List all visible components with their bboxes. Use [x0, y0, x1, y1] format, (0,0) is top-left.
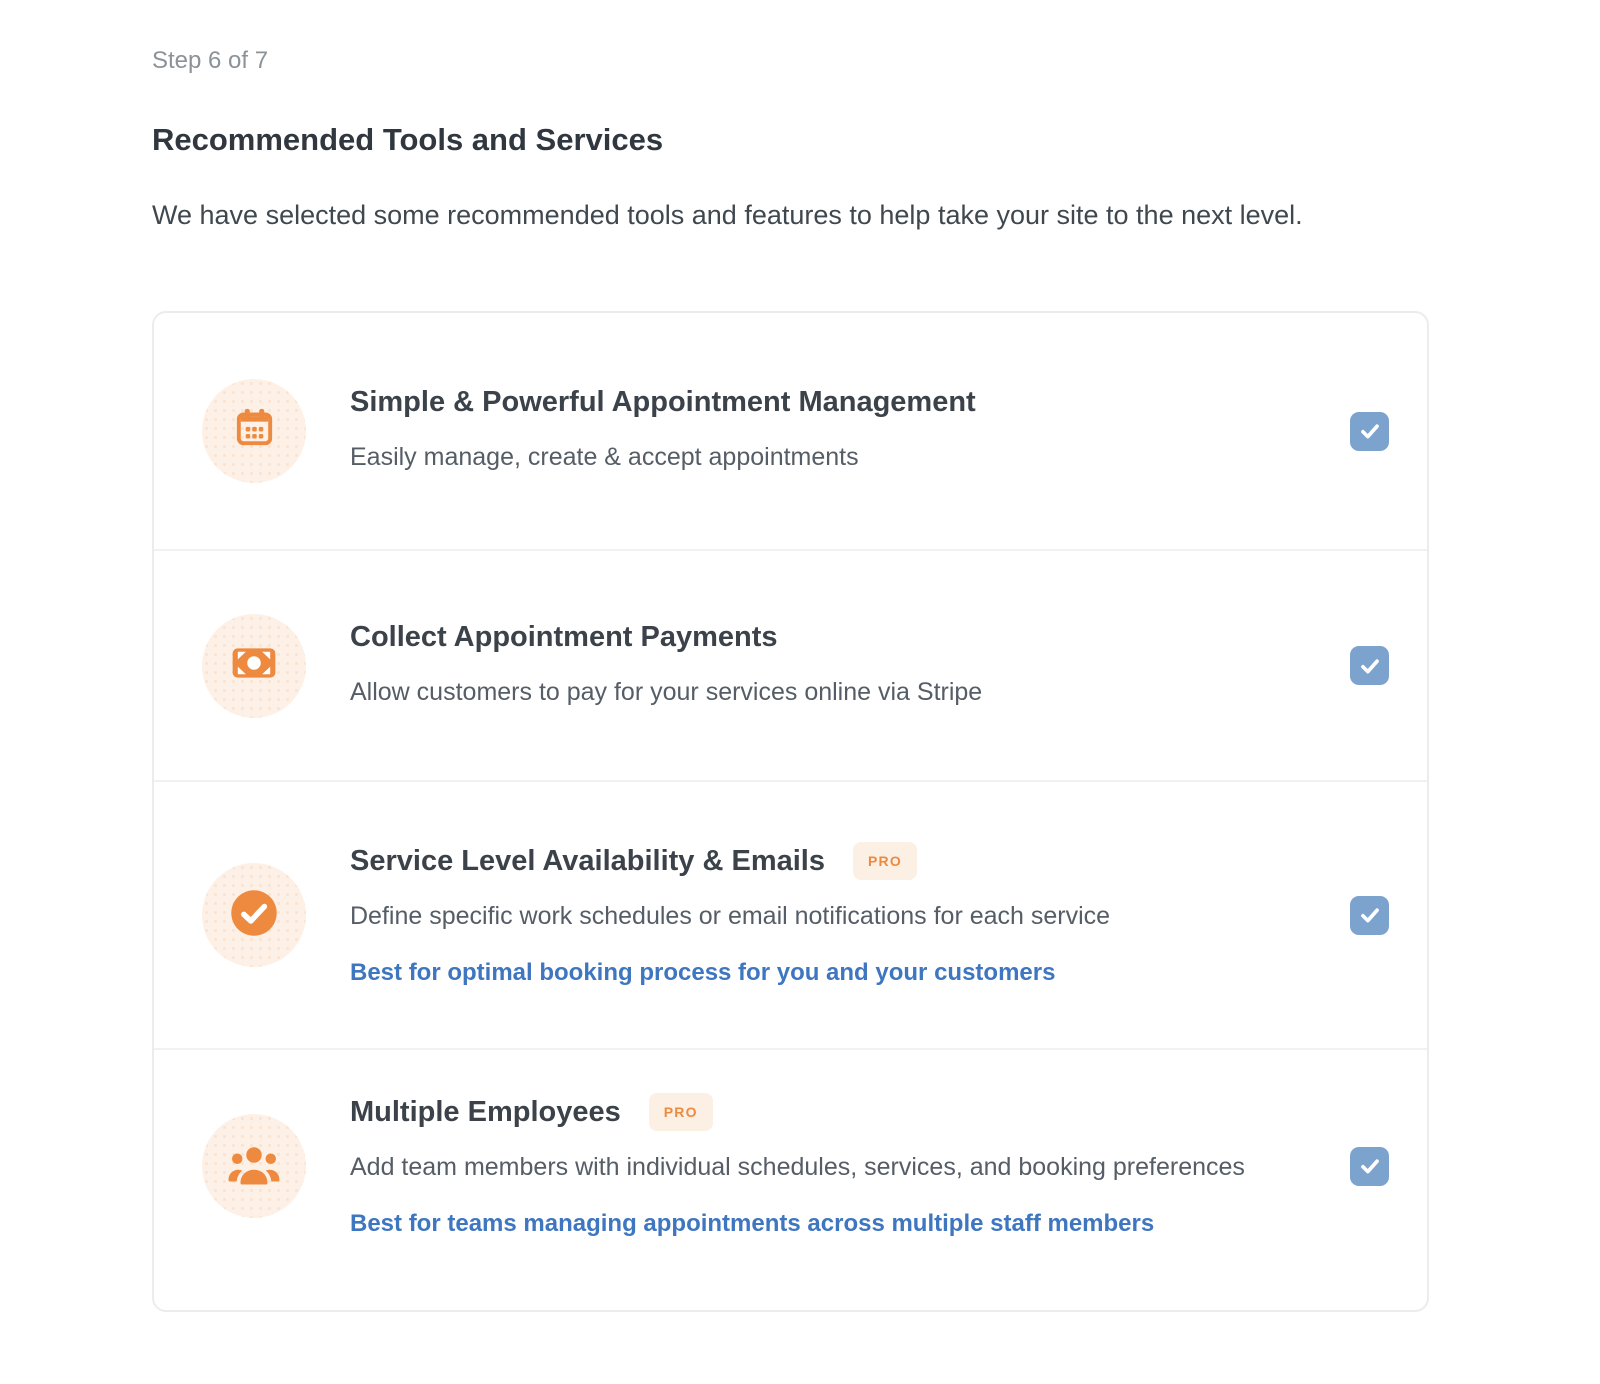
checkmark-icon: [1357, 653, 1383, 679]
recommended-features-card: [152, 311, 1429, 1312]
feature-content: [350, 841, 1326, 989]
users-icon: [224, 1134, 284, 1199]
feature-row-service-availability: [154, 780, 1427, 1048]
feature-row-multiple-employees: [154, 1048, 1427, 1310]
pro-badge: PRO: [853, 842, 917, 880]
feature-title: Multiple Employees: [350, 1096, 621, 1128]
feature-title: Collect Appointment Payments: [350, 620, 778, 653]
feature-content: [350, 617, 1326, 715]
feature-checkbox[interactable]: [1350, 412, 1389, 451]
check-circle-icon: [225, 884, 283, 947]
feature-description: Allow customers to pay for your services online via Stripe: [350, 677, 983, 706]
feature-icon-wrap: [202, 1114, 306, 1218]
feature-content: [350, 382, 1326, 480]
checkmark-icon: [1357, 1153, 1383, 1179]
pro-badge: PRO: [649, 1093, 713, 1131]
calendar-icon: [231, 405, 278, 457]
checkmark-icon: [1357, 902, 1383, 928]
feature-checkbox[interactable]: [1350, 896, 1389, 935]
feature-description: Add team members with individual schedules, services, and booking preferences: [350, 1153, 1245, 1181]
best-for-link[interactable]: Best for teams managing appointments across multiple staff members: [350, 1210, 1155, 1237]
feature-description: Easily manage, create & accept appointments: [350, 443, 859, 471]
feature-title: Service Level Availability & Emails: [350, 845, 825, 877]
feature-row-appointment-management: [154, 313, 1427, 549]
feature-content: [350, 1092, 1326, 1240]
page-description: We have selected some recommended tools and features to help take your site to the next level.: [152, 200, 1303, 230]
best-for-link[interactable]: Best for optimal booking process for you and your customers: [350, 959, 1056, 986]
money-bill-icon: [227, 636, 281, 695]
checkmark-icon: [1357, 418, 1383, 444]
feature-icon-wrap: [202, 379, 306, 483]
page-title: Recommended Tools and Services: [152, 122, 664, 157]
feature-title: Simple & Powerful Appointment Management: [350, 386, 976, 418]
feature-icon-wrap: [202, 863, 306, 967]
feature-checkbox[interactable]: [1350, 1147, 1389, 1186]
step-indicator: Step 6 of 7: [152, 47, 269, 74]
feature-row-payments: [154, 549, 1427, 780]
feature-icon-wrap: [202, 614, 306, 718]
feature-description: Define specific work schedules or email notifications for each service: [350, 902, 1111, 930]
feature-checkbox[interactable]: [1350, 646, 1389, 685]
